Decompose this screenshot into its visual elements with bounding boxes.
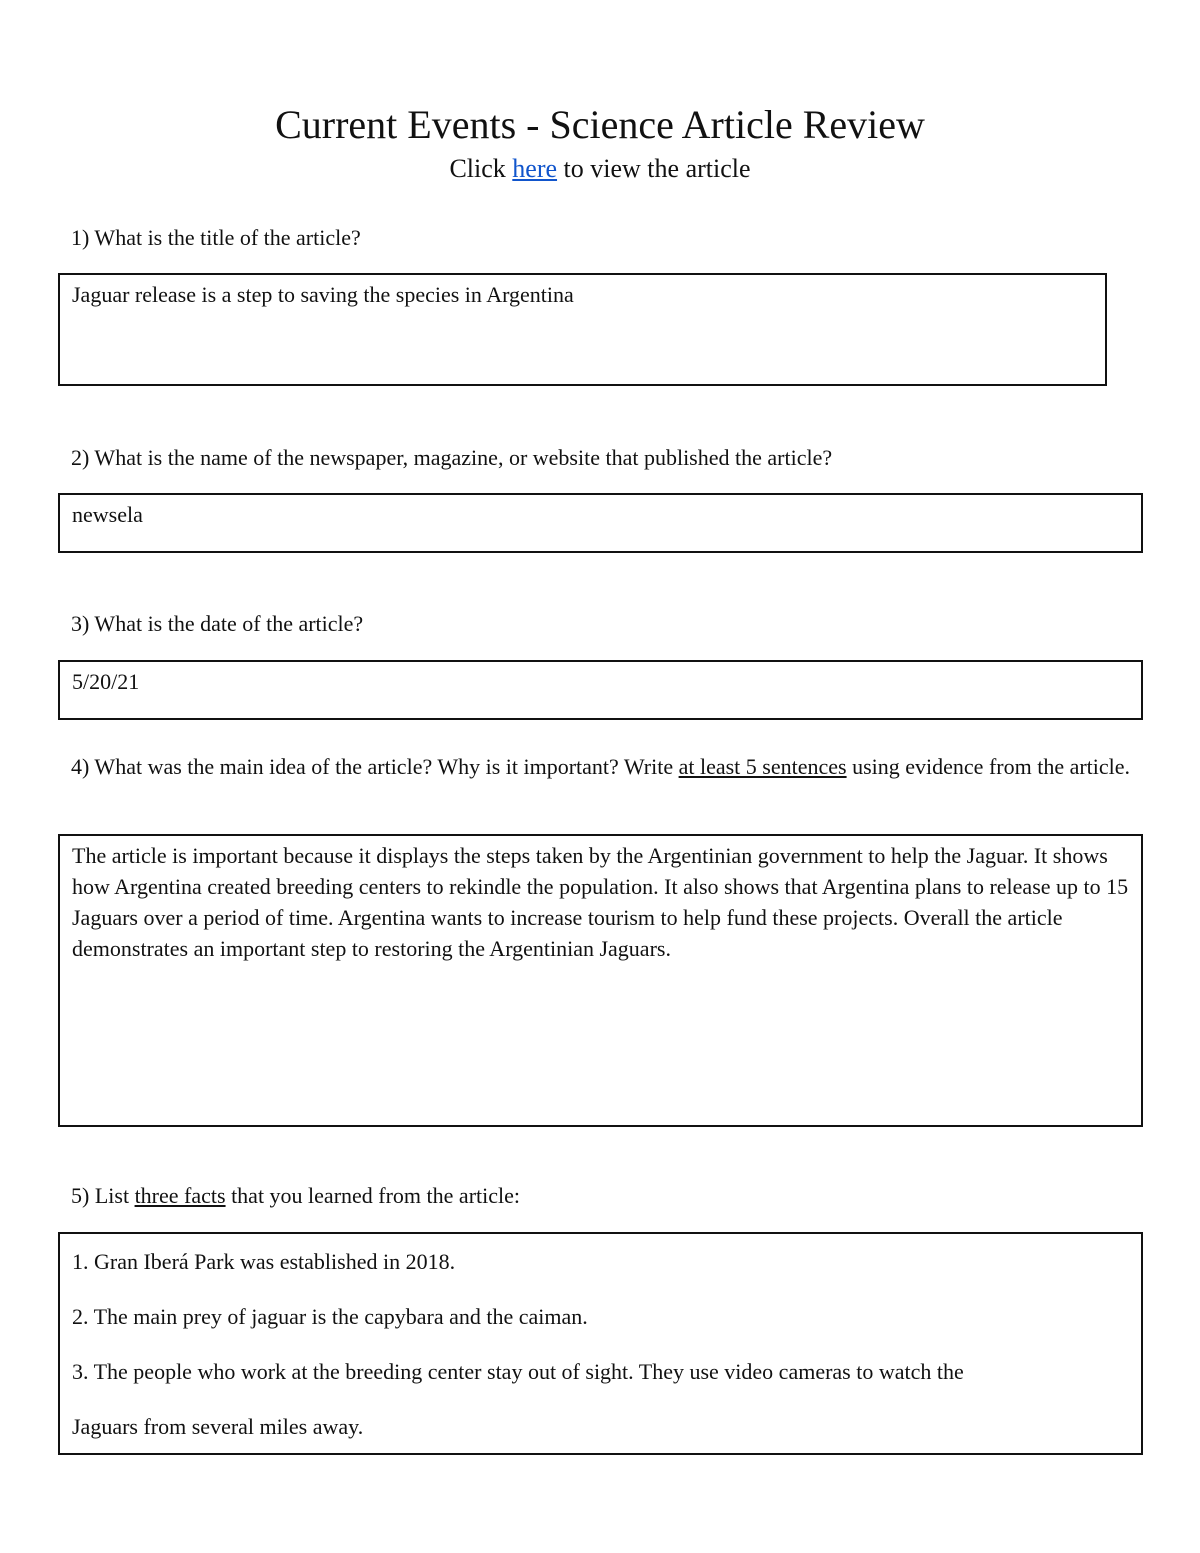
question-1-answer-box[interactable] [58,273,1107,386]
question-4-answer-box[interactable] [58,834,1143,1127]
question-5-prompt [71,1181,1151,1211]
article-link[interactable]: here [512,154,558,183]
question-3-answer: 5/20/21 [72,669,140,694]
fact-item: 3. The people who work at the breeding center stay out of sight. They use video cameras to watch the [72,1359,964,1384]
question-3-prompt: 3) What is the date of the article? [71,611,364,636]
subtitle-text-before: Click [449,154,513,183]
question-4-prompt-after: using evidence from the article. [846,754,1131,779]
question-4-prompt-emphasis: at least 5 sentences [678,754,847,779]
question-5-answer-box[interactable] [58,1232,1143,1455]
question-4-prompt [71,752,1151,782]
question-5-prompt-emphasis: three facts [134,1183,226,1208]
question-1-prompt: 1) What is the title of the article? [71,225,361,250]
fact-item-continuation: Jaguars from several miles away. [72,1414,364,1439]
question-2-answer: newsela [72,502,143,527]
question-3-answer-box[interactable] [58,660,1143,720]
question-2-answer-box[interactable] [58,493,1143,553]
question-5-prompt-before: 5) List [71,1183,135,1208]
question-2-prompt: 2) What is the name of the newspaper, magazine, or website that published the article? [71,445,833,470]
fact-item: 2. The main prey of jaguar is the capybara and the caiman. [72,1304,588,1329]
page-subtitle [0,152,1200,186]
question-4-answer: The article is important because it displays the steps taken by the Argentinian government to help the Jaguar. It shows how Argentina created breeding centers to rekindle the population. It also shows that Argentina plans to release up to 15 Jaguars over a period of time. Argentina wants to increase tourism to help fund these projects. Overall the article demonstrates an important step to restoring the Argentinian Jaguars. [72,843,1129,961]
question-1-answer: Jaguar release is a step to saving the species in Argentina [72,282,574,307]
page-title: Current Events - Science Article Review [275,102,925,147]
subtitle-text-after: to view the article [557,154,751,183]
question-4-prompt-before: 4) What was the main idea of the article? Why is it important? Write [71,754,679,779]
fact-item: 1. Gran Iberá Park was established in 2018. [72,1249,456,1274]
question-5-prompt-after: that you learned from the article: [225,1183,520,1208]
